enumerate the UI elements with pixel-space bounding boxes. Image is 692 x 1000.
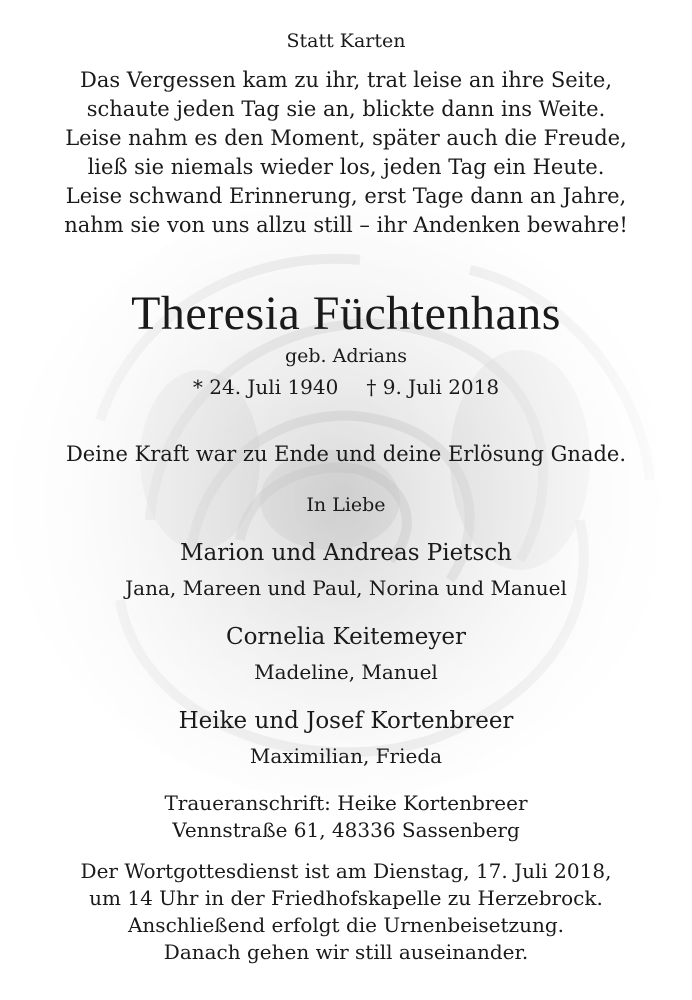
poem — [0, 66, 692, 240]
poem-line: ließ sie niemals wieder los, jeden Tag ein Heute. — [87, 155, 605, 179]
header-statt-karten: Statt Karten — [286, 30, 406, 52]
birth-name: geb. Adrians — [284, 345, 407, 367]
family-children: Maximilian, Frieda — [249, 744, 443, 768]
service-line: Der Wortgottesdienst ist am Dienstag, 17. Juli 2018, — [80, 859, 612, 883]
poem-line: Das Vergessen kam zu ihr, trat leise an ihre Seite, — [79, 68, 612, 92]
farewell-quote: Deine Kraft war zu Ende und deine Erlösung Gnade. — [65, 442, 627, 466]
birth-date: * 24. Juli 1940 — [192, 375, 339, 399]
death-date: † 9. Juli 2018 — [366, 375, 500, 399]
deceased-name: Theresia Füchtenhans — [131, 287, 561, 340]
service-line: Anschließend erfolgt die Urnenbeisetzung. — [127, 913, 564, 937]
service-line: um 14 Uhr in der Friedhofskapelle zu Herzebrock. — [89, 886, 603, 910]
poem-line: Leise nahm es den Moment, später auch die Freude, — [65, 126, 627, 150]
family-children: Jana, Mareen und Paul, Norina und Manuel — [125, 576, 567, 600]
life-dates — [0, 375, 692, 399]
family-name: Marion und Andreas Pietsch — [179, 540, 512, 566]
poem-line: nahm sie von uns allzu still – ihr Andenken bewahre! — [64, 213, 628, 237]
poem-line: Leise schwand Erinnerung, erst Tage dann an Jahre, — [65, 184, 627, 208]
family-name: Heike und Josef Kortenbreer — [178, 708, 514, 734]
service-line: Danach gehen wir still auseinander. — [163, 940, 529, 964]
service-info — [0, 858, 692, 966]
family-name: Cornelia Keitemeyer — [225, 624, 466, 650]
mourning-address — [0, 790, 692, 844]
address-line: Vennstraße 61, 48336 Sassenberg — [172, 818, 520, 842]
address-line: Traueranschrift: Heike Kortenbreer — [164, 791, 528, 815]
family-children: Madeline, Manuel — [254, 660, 438, 684]
in-love-label: In Liebe — [306, 494, 386, 516]
poem-line: schaute jeden Tag sie an, blickte dann ins Weite. — [86, 97, 606, 121]
